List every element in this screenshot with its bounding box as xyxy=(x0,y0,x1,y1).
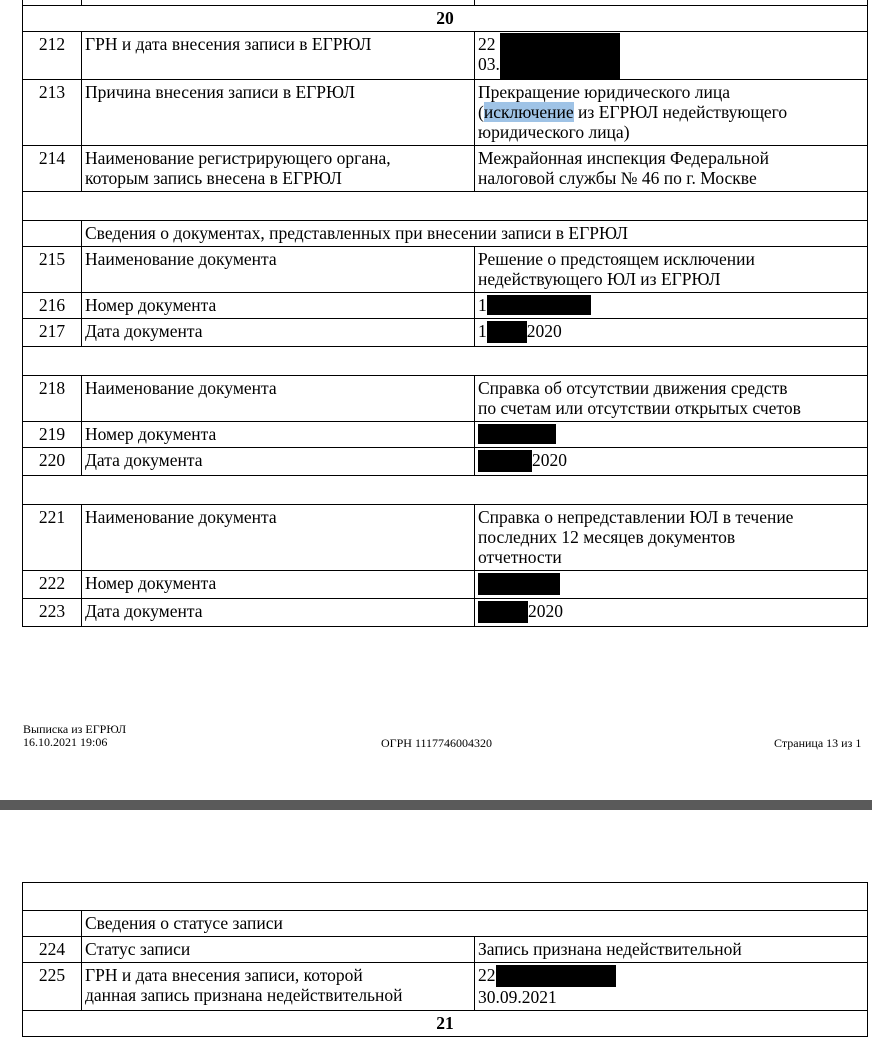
field-name: Номер документа xyxy=(82,293,475,319)
row-number: 223 xyxy=(23,599,82,627)
table-row-220 xyxy=(23,448,868,476)
value-text: 2020 xyxy=(532,450,567,470)
value-line: юридического лица) xyxy=(478,122,630,142)
blank-row xyxy=(23,347,868,376)
value-line: налоговой службы № 46 по г. Москве xyxy=(478,168,757,188)
footer-left xyxy=(23,723,126,749)
footer-ogrn: ОГРН 1117746004320 xyxy=(381,736,493,750)
field-value xyxy=(475,293,868,319)
table-row-218 xyxy=(23,376,868,422)
row-number: 225 xyxy=(23,963,82,1011)
table-row-214 xyxy=(23,146,868,192)
row-number: 212 xyxy=(23,32,82,80)
value-line: Справка об отсутствии движения средств xyxy=(478,378,788,398)
value-line: Решение о предстоящем исключении xyxy=(478,249,755,269)
name-line: которым запись внесена в ЕГРЮЛ xyxy=(85,168,342,188)
row-number: 224 xyxy=(23,937,82,963)
field-value xyxy=(475,599,868,627)
row-number: 214 xyxy=(23,146,82,192)
field-name: Номер документа xyxy=(82,571,475,599)
section-number: 20 xyxy=(23,6,868,32)
redaction-block xyxy=(487,321,527,343)
field-value xyxy=(475,963,868,1011)
field-name: ГРН и дата внесения записи в ЕГРЮЛ xyxy=(82,32,475,80)
field-value xyxy=(475,247,868,293)
footer-datetime: 16.10.2021 19:06 xyxy=(23,735,108,749)
value-line: недействующего ЮЛ из ЕГРЮЛ xyxy=(478,269,721,289)
field-value xyxy=(475,32,868,80)
row-number: 221 xyxy=(23,505,82,571)
row-number: 219 xyxy=(23,422,82,448)
row-number: 218 xyxy=(23,376,82,422)
grn-value: 22 xyxy=(478,34,496,54)
value-line: Межрайонная инспекция Федеральной xyxy=(478,148,769,168)
document-page-14 xyxy=(0,810,872,1034)
field-name: Причина внесения записи в ЕГРЮЛ xyxy=(82,80,475,146)
value-line xyxy=(478,965,864,987)
row-number: 222 xyxy=(23,571,82,599)
value-line: по счетам или отсутствии открытых счетов xyxy=(478,398,801,418)
selected-text[interactable]: исключение xyxy=(483,102,574,122)
docs-header: Сведения о документах, представленных при внесении записи в ЕГРЮЛ xyxy=(82,221,868,247)
section-header-row xyxy=(23,1011,868,1037)
row-number: 215 xyxy=(23,247,82,293)
egrul-table-page14 xyxy=(22,882,868,1037)
field-value xyxy=(475,376,868,422)
table-row-225 xyxy=(23,963,868,1011)
section-header-row xyxy=(23,6,868,32)
field-value xyxy=(475,448,868,476)
field-name xyxy=(82,963,475,1011)
value-text: 2020 xyxy=(528,601,563,621)
field-name: Наименование документа xyxy=(82,376,475,422)
value-line: Прекращение юридического лица xyxy=(478,82,730,102)
field-value: Запись признана недействительной xyxy=(475,937,868,963)
value-text: из ЕГРЮЛ недействующего xyxy=(573,102,788,122)
footer-page-number: Страница 13 из 1 xyxy=(774,736,862,750)
table-row-213 xyxy=(23,80,868,146)
field-value xyxy=(475,571,868,599)
value-text: 1 xyxy=(478,321,487,341)
redaction-block xyxy=(478,573,560,595)
grn-date: 03. xyxy=(478,54,500,74)
blank-row xyxy=(23,883,868,911)
field-value xyxy=(475,505,868,571)
table-row-224 xyxy=(23,937,868,963)
value-line: последних 12 месяцев документов xyxy=(478,527,736,547)
field-value xyxy=(475,146,868,192)
value-line: Справка о непредставлении ЮЛ в течение xyxy=(478,507,794,527)
blank-row xyxy=(23,192,868,221)
field-name xyxy=(82,146,475,192)
field-name: Дата документа xyxy=(82,599,475,627)
docs-header-row xyxy=(23,221,868,247)
field-name: Статус записи xyxy=(82,937,475,963)
table-row-215 xyxy=(23,247,868,293)
redaction-block xyxy=(487,295,591,315)
row-number: 216 xyxy=(23,293,82,319)
value-line: 30.09.2021 xyxy=(478,987,557,1007)
field-name: Номер документа xyxy=(82,422,475,448)
value-text: 2020 xyxy=(526,321,562,341)
redaction-block xyxy=(478,601,528,623)
table-row-219 xyxy=(23,422,868,448)
table-row-212 xyxy=(23,32,868,80)
table-row-222 xyxy=(23,571,868,599)
name-line: данная запись признана недействительной xyxy=(85,985,403,1005)
table-row-216 xyxy=(23,293,868,319)
name-line: Наименование регистрирующего органа, xyxy=(85,148,391,168)
table-row-223 xyxy=(23,599,868,627)
name-line: ГРН и дата внесения записи, которой xyxy=(85,965,363,985)
field-name: Наименование документа xyxy=(82,505,475,571)
field-value xyxy=(475,80,868,146)
blank-row xyxy=(23,476,868,505)
redaction-block xyxy=(500,33,620,79)
value-line: отчетности xyxy=(478,547,562,567)
field-name: Наименование документа xyxy=(82,247,475,293)
row-number: 220 xyxy=(23,448,82,476)
next-section-number: 21 xyxy=(23,1011,868,1037)
status-header-row xyxy=(23,911,868,937)
row-number: 213 xyxy=(23,80,82,146)
table-row-221 xyxy=(23,505,868,571)
field-name: Дата документа xyxy=(82,448,475,476)
field-value xyxy=(475,319,868,347)
redaction-block xyxy=(496,965,616,987)
field-name: Дата документа xyxy=(82,319,475,347)
value-text: ( xyxy=(478,102,484,122)
value-line xyxy=(478,102,864,122)
value-text: 22 xyxy=(478,965,496,985)
row-number: 217 xyxy=(23,319,82,347)
redaction-block xyxy=(478,424,556,444)
egrul-table-page13 xyxy=(22,0,868,627)
table-row-217 xyxy=(23,319,868,347)
page-separator xyxy=(0,800,872,810)
value-text: 1 xyxy=(478,295,487,315)
redaction-block xyxy=(478,450,532,472)
status-header: Сведения о статусе записи xyxy=(82,911,868,937)
field-value xyxy=(475,422,868,448)
footer-doc-title: Выписка из ЕГРЮЛ xyxy=(23,722,127,736)
